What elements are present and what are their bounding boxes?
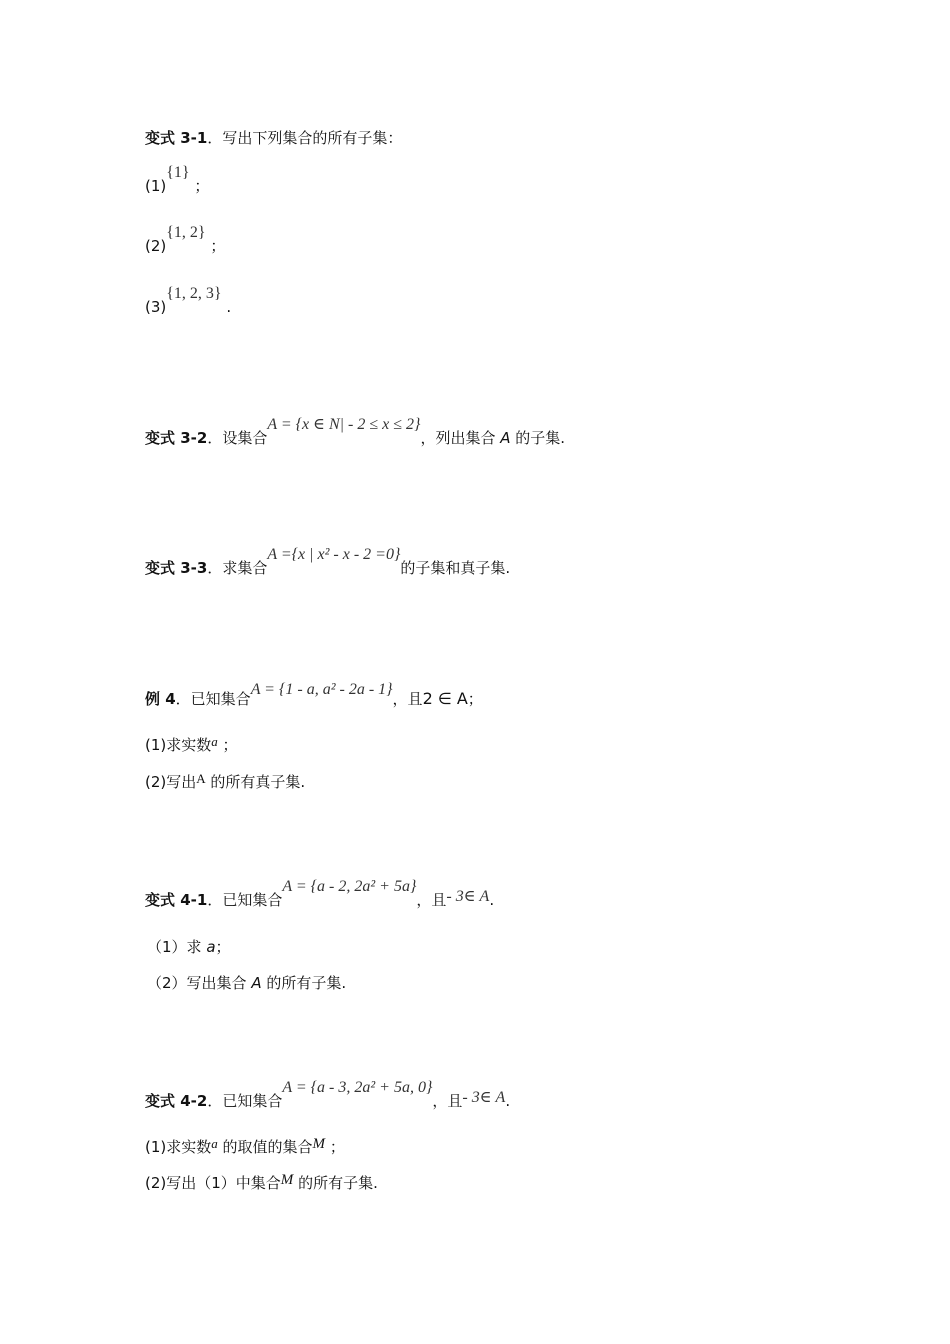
item-text: (2)写出 <box>145 773 197 791</box>
math-set: {1, 2, 3} <box>166 285 222 302</box>
item-text: （2）写出集合 <box>147 974 252 992</box>
item-text: 的所有子集. <box>261 974 347 992</box>
problem-text: 的子集和真子集. <box>400 559 511 577</box>
item-text: (1)求实数 <box>145 1138 212 1156</box>
item-text: ； <box>222 736 238 754</box>
problem-v42 <box>145 1079 511 1112</box>
problem-title: 例 4 <box>145 690 176 708</box>
problem-text: . <box>489 891 495 909</box>
sub-item <box>145 164 210 197</box>
math-var: M <box>280 1172 294 1188</box>
item-text: 的取值的集合 <box>222 1138 313 1156</box>
sub-item <box>145 1173 378 1194</box>
sub-item <box>145 735 238 756</box>
item-number: (2) <box>145 237 167 255</box>
math-set: A ={x | x² - x - 2 =0} <box>267 546 401 563</box>
problem-ex4 <box>145 681 483 710</box>
sub-item <box>145 772 305 793</box>
math-var: a <box>211 1136 218 1151</box>
problem-title: 变式 3-2 <box>145 429 208 447</box>
item-text: (2)写出（1）中集合 <box>145 1174 281 1192</box>
problem-v31-header <box>145 128 402 148</box>
problem-text: ，且 <box>432 1092 463 1110</box>
problem-v41 <box>145 878 495 911</box>
math-var: M <box>312 1136 326 1152</box>
item-number: (1) <box>145 177 167 195</box>
item-number: (3) <box>145 298 167 316</box>
item-text: ； <box>215 938 231 956</box>
math-var: A <box>500 429 511 447</box>
item-text: (1)求实数 <box>145 736 212 754</box>
item-end: ； <box>194 177 210 195</box>
problem-title: 变式 4-1 <box>145 891 208 909</box>
problem-v33 <box>145 546 511 579</box>
math-var: A <box>196 771 206 786</box>
item-text: ； <box>329 1138 345 1156</box>
item-text: （1）求 <box>147 938 207 956</box>
math-var: A <box>251 974 262 992</box>
problem-text: ，列出集合 <box>420 429 496 447</box>
problem-title: 变式 3-3 <box>145 559 208 577</box>
problem-text: ，且 <box>416 891 447 909</box>
math-condition: - 3∈ A <box>446 888 490 905</box>
math-set: {1, 2} <box>166 224 206 241</box>
math-condition: - 3∈ A <box>462 1089 506 1106</box>
problem-title: 变式 3-1 <box>145 129 208 147</box>
item-text: 的所有子集. <box>298 1174 378 1192</box>
problem-text: 的子集. <box>515 429 566 447</box>
math-set: A = {1 - a, a² - 2a - 1} <box>250 681 393 698</box>
sub-item <box>145 1137 345 1158</box>
problem-text: ．已知集合 <box>207 1092 283 1110</box>
problem-text: ．求集合 <box>207 559 268 577</box>
problem-text: ．写出下列集合的所有子集： <box>207 129 403 147</box>
problem-text: ，且 <box>392 690 423 708</box>
problem-v32 <box>145 416 566 449</box>
problem-title: 变式 4-2 <box>145 1092 208 1110</box>
problem-text: ．设集合 <box>207 429 268 447</box>
sub-item <box>145 285 232 318</box>
problem-text: ； <box>467 690 483 708</box>
math-set: A = {a - 3, 2a² + 5a, 0} <box>282 1079 433 1096</box>
math-set: {1} <box>166 164 190 181</box>
sub-item <box>147 937 231 957</box>
item-end: . <box>226 298 232 316</box>
problem-text: ．已知集合 <box>175 690 251 708</box>
problem-text: ．已知集合 <box>207 891 283 909</box>
item-end: ； <box>210 237 226 255</box>
math-set: A = {x ∈ N| - 2 ≤ x ≤ 2} <box>267 416 421 433</box>
sub-item <box>147 973 346 993</box>
math-var: a <box>206 938 216 956</box>
math-condition: 2 ∈ A <box>422 689 468 708</box>
math-set: A = {a - 2, 2a² + 5a} <box>282 878 417 895</box>
sub-item <box>145 224 226 257</box>
item-text: 的所有真子集. <box>210 773 306 791</box>
math-var: a <box>211 734 218 749</box>
problem-text: . <box>505 1092 511 1110</box>
